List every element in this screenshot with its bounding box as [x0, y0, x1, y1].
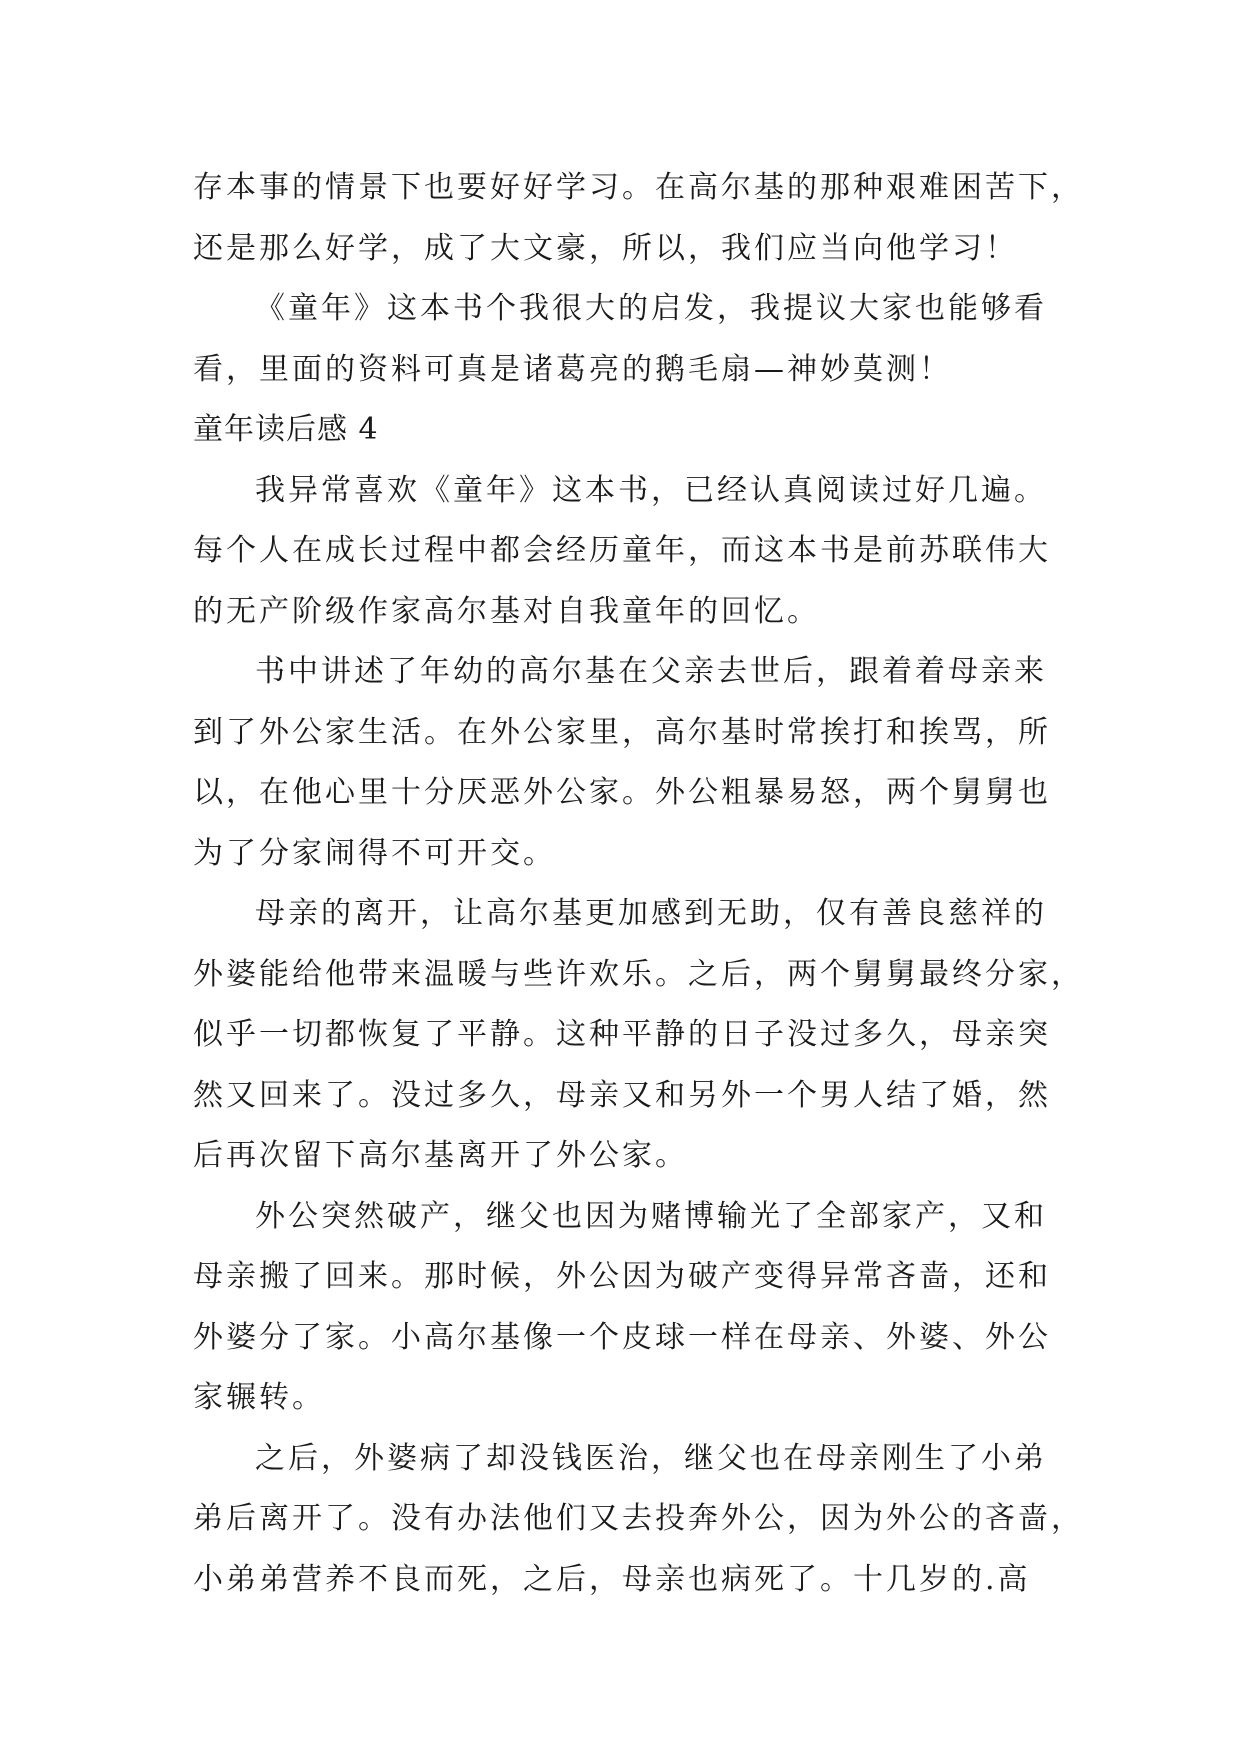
- text-line: 存本事的情景下也要好好学习。在高尔基的那种艰难困苦下，: [193, 170, 1084, 205]
- text-line: 外公突然破产，继父也因为赌博输光了全部家产，又和: [255, 1198, 1047, 1234]
- text-line: 母亲的离开，让高尔基更加感到无助，仅有善良慈祥的: [255, 896, 1047, 931]
- text-line: 后再次留下高尔基离开了外公家。: [193, 1138, 688, 1173]
- text-line: 《童年》这本书个我很大的启发，我提议大家也能够看: [255, 291, 1047, 326]
- text-line: 的无产阶级作家高尔基对自我童年的回忆。: [193, 593, 820, 629]
- text-line: 小弟弟营养不良而死，之后，母亲也病死了。十几岁的.高: [193, 1561, 1031, 1597]
- text-line: 家辗转。: [193, 1380, 325, 1415]
- section-heading: 童年读后感 4: [193, 412, 379, 447]
- text-line: 外婆能给他带来温暖与些许欢乐。之后，两个舅舅最终分家，: [193, 956, 1084, 992]
- text-line: 之后，外婆病了却没钱医治，继父也在母亲刚生了小弟: [255, 1440, 1047, 1476]
- text-line: 弟后离开了。没有办法他们又去投奔外公，因为外公的吝啬，: [193, 1501, 1084, 1536]
- text-line: 然又回来了。没过多久，母亲又和另外一个男人结了婚，然: [193, 1077, 1051, 1113]
- text-line: 以，在他心里十分厌恶外公家。外公粗暴易怒，两个舅舅也: [193, 775, 1051, 810]
- text-line: 每个人在成长过程中都会经历童年，而这本书是前苏联伟大: [193, 533, 1051, 568]
- text-line: 还是那么好学，成了大文豪，所以，我们应当向他学习！: [193, 230, 1018, 266]
- text-line: 为了分家闹得不可开交。: [193, 835, 556, 871]
- text-line: 我异常喜欢《童年》这本书，已经认真阅读过好几遍。: [255, 472, 1047, 508]
- text-line: 似乎一切都恢复了平静。这种平静的日子没过多久，母亲突: [193, 1017, 1051, 1052]
- text-line: 书中讲述了年幼的高尔基在父亲去世后，跟着着母亲来: [255, 654, 1047, 689]
- document-body: [193, 158, 1093, 1610]
- text-line: 母亲搬了回来。那时候，外公因为破产变得异常吝啬，还和: [193, 1259, 1051, 1294]
- text-line: 外婆分了家。小高尔基像一个皮球一样在母亲、外婆、外公: [193, 1319, 1051, 1355]
- text-line: 看，里面的资料可真是诸葛亮的鹅毛扇—神妙莫测！: [193, 351, 952, 387]
- text-line: 到了外公家生活。在外公家里，高尔基时常挨打和挨骂，所: [193, 714, 1051, 750]
